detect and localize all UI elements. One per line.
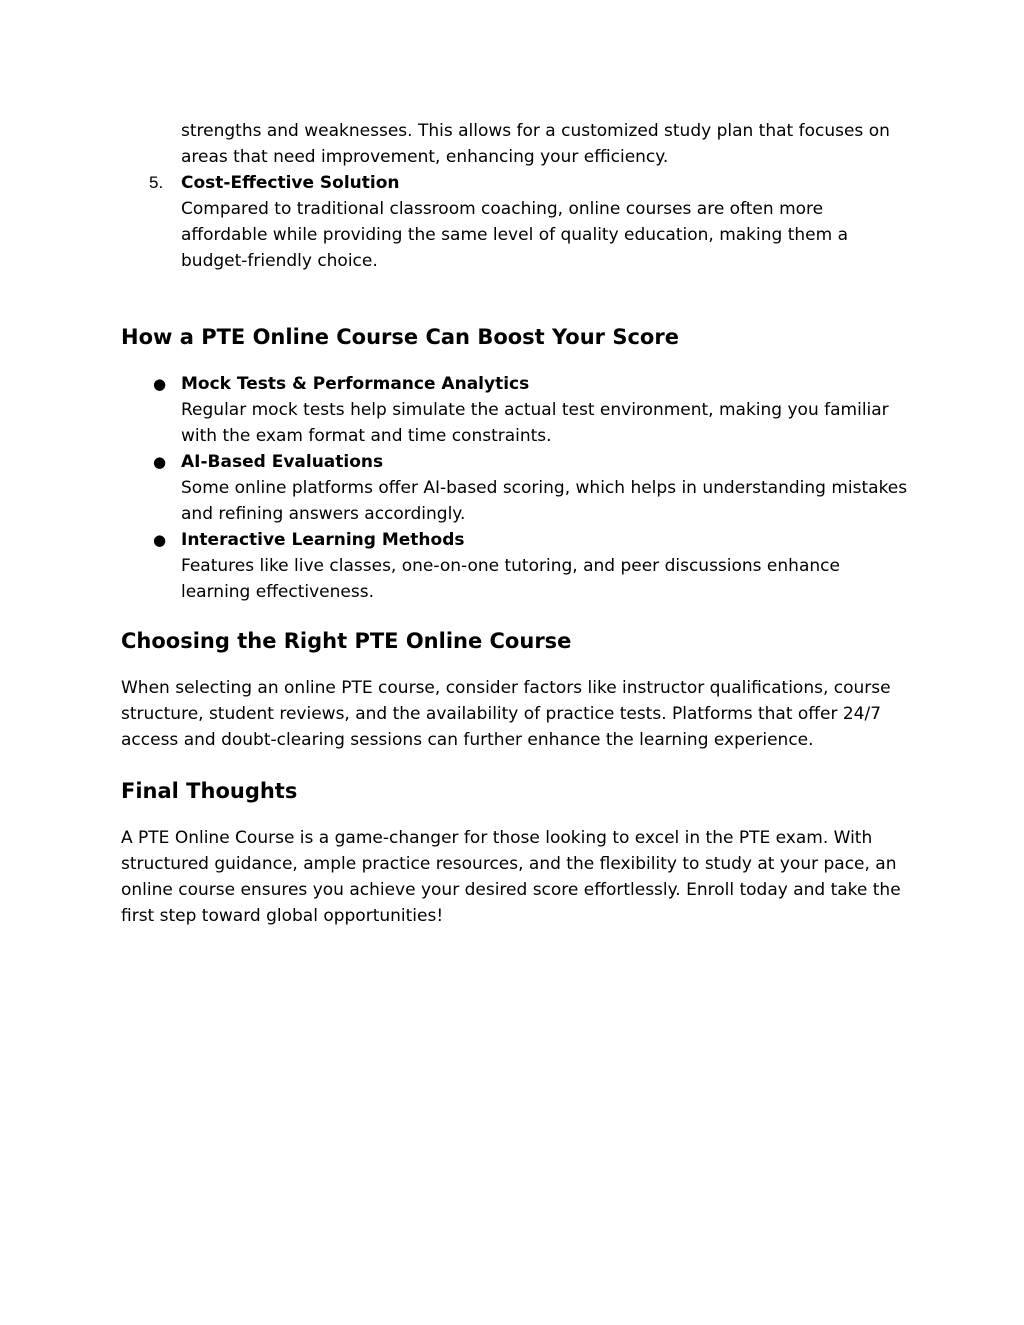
bullet-icon: ● (153, 453, 167, 471)
section-heading-final-thoughts: Final Thoughts (121, 779, 298, 803)
list-item (121, 449, 911, 527)
item-body: Compared to traditional classroom coaching, online courses are often more affordable while providing the same level of quality education, making them a budget-friendly choice. (181, 199, 849, 271)
list-item (121, 527, 911, 605)
continued-list-item (121, 118, 911, 170)
item-title: Cost-Effective Solution (181, 173, 400, 193)
item-body: Features like live classes, one-on-one tutoring, and peer discussions enhance learning effectiveness. (181, 556, 840, 602)
item-title: Mock Tests & Performance Analytics (181, 374, 530, 394)
list-number: 5. (149, 173, 164, 192)
bullet-list (121, 371, 911, 605)
paragraph-final-thoughts: A PTE Online Course is a game-changer for those looking to excel in the PTE exam. With structured guidance, ample practice resources, and the flexibility to study at your pace, an online course ensures you achieve your desired score effortlessly. Enroll today and take the first step toward global opportunities! (121, 828, 901, 926)
section-heading-choosing-course: Choosing the Right PTE Online Course (121, 629, 572, 653)
item-title: Interactive Learning Methods (181, 530, 465, 550)
item-body: strengths and weaknesses. This allows for a customized study plan that focuses on areas that need improvement, enhancing your efficiency. (181, 121, 890, 167)
item-body: Some online platforms offer AI-based scoring, which helps in understanding mistakes and refining answers accordingly. (181, 478, 908, 524)
list-item (121, 371, 911, 449)
bullet-icon: ● (153, 531, 167, 549)
item-body: Regular mock tests help simulate the actual test environment, making you familiar with the exam format and time constraints. (181, 400, 889, 446)
section-heading-boost-score: How a PTE Online Course Can Boost Your Score (121, 325, 679, 349)
bullet-icon: ● (153, 375, 167, 393)
item-title: AI-Based Evaluations (181, 452, 384, 472)
paragraph-choosing-course: When selecting an online PTE course, consider factors like instructor qualifications, course structure, student reviews, and the availability of practice tests. Platforms that offer 24/7 access and doubt-clearing sessions can further enhance the learning experience. (121, 678, 891, 750)
numbered-list-item (121, 170, 911, 274)
document-page (121, 118, 911, 929)
